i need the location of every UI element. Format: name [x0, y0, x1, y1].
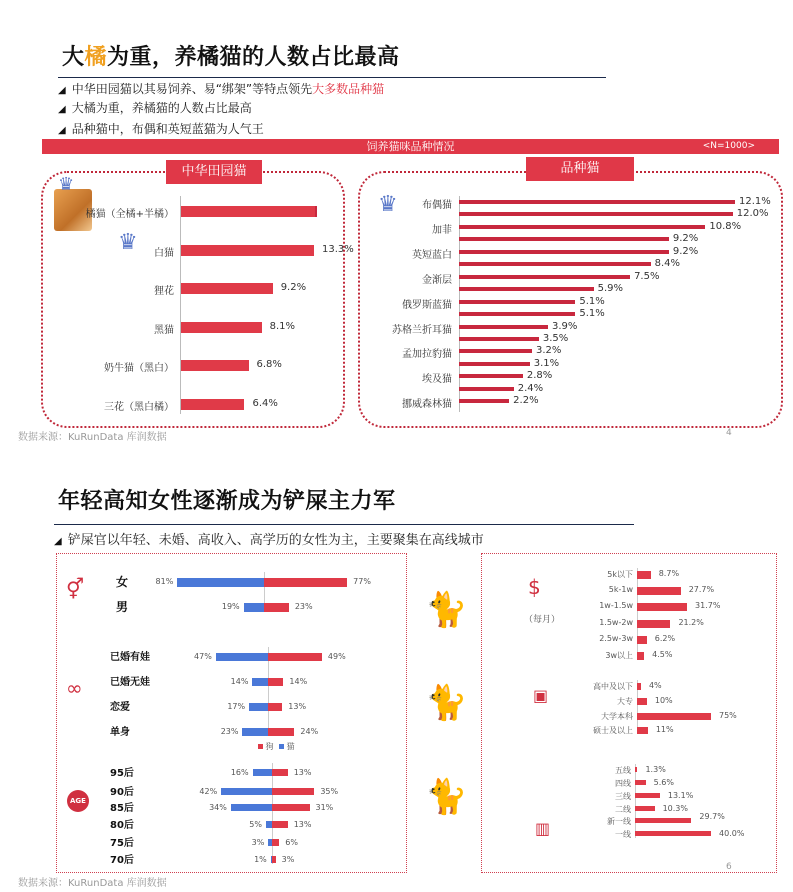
category-label: 单身 — [110, 727, 130, 738]
bar — [637, 698, 647, 705]
bar-value-label: 10% — [654, 696, 673, 705]
bullet-1: ◢ 中华田园猫以其易饲养、易“绑架”等特点领先大多数品种猫 — [58, 82, 385, 96]
cat-value-label: 14% — [289, 677, 308, 686]
bar-dog — [221, 788, 272, 795]
income-caption: （每月） — [524, 615, 561, 625]
dog-value-label: 14% — [230, 677, 249, 686]
cat-value-label: 6% — [285, 838, 298, 847]
bar-value-label: 9.2% — [672, 233, 699, 245]
bar-value-label: 31.7% — [695, 601, 721, 610]
bar-cat — [272, 856, 276, 863]
dog-value-label: 1% — [254, 855, 267, 864]
bar — [637, 636, 647, 644]
bar — [180, 283, 273, 294]
cat-value-label: 13% — [288, 702, 307, 711]
rings-icon: ∞ — [66, 676, 83, 700]
dog-value-label: 5% — [249, 820, 262, 829]
bar — [180, 322, 262, 333]
category-label: 90后 — [110, 787, 134, 798]
category-label: 二线 — [615, 805, 631, 814]
category-label: 恋爱 — [110, 702, 130, 713]
bar-category-label: 橘猫（全橘+半橘） — [85, 209, 174, 220]
bar-value-label: 12.1% — [739, 196, 771, 207]
bar-cat — [264, 578, 347, 587]
cat-silhouette-icon: 🐈 — [425, 777, 468, 817]
bar — [635, 831, 711, 836]
category-label: 70后 — [110, 855, 134, 866]
bar — [637, 587, 681, 595]
dog-value-label: 17% — [227, 702, 246, 711]
bullet-1: ◢ 铲屎官以年轻、未婚、高收入、高学历的女性为主，主要聚集在高线城市 — [54, 533, 484, 548]
category-label: 85后 — [110, 803, 134, 814]
category-label: 五线 — [615, 766, 631, 775]
bar-value-label: 27.7% — [688, 585, 715, 594]
breeds-tab: 品种猫 — [526, 157, 634, 181]
bar — [180, 206, 317, 217]
chart-banner: 饲养猫咪品种情况 <N=1000> — [42, 139, 779, 154]
bar-value-label: 4% — [648, 681, 662, 690]
bar-cat — [272, 804, 310, 811]
category-label: 80后 — [110, 820, 134, 831]
bar — [459, 237, 669, 241]
bar — [180, 245, 314, 256]
slide2-title: 年轻高知女性逐渐成为铲屎主力军 — [58, 489, 396, 514]
dog-value-label: 42% — [199, 787, 218, 796]
bar-dog — [252, 678, 268, 686]
source-note: 数据来源：KuRunData 库润数据 — [18, 878, 167, 889]
bar — [635, 818, 691, 823]
cat-value-label: 13% — [293, 820, 312, 829]
page-number: 6 — [726, 862, 732, 872]
slide1-title: 大橘为重，养橘猫的人数占比最高 — [62, 45, 400, 70]
bar-value-label: 12.0% — [736, 208, 769, 220]
bar — [635, 806, 655, 811]
cat-value-label: 3% — [281, 855, 295, 864]
bar — [635, 780, 646, 785]
bar-cat — [268, 703, 282, 711]
bar — [459, 349, 532, 353]
bar-value-label: 3.5% — [542, 332, 569, 344]
cat-value-label: 23% — [294, 602, 313, 611]
bar-category-label: 挪威森林猫 — [402, 399, 452, 411]
cat-silhouette-icon: 🐈 — [425, 683, 468, 723]
bar-dog — [249, 703, 268, 711]
category-label: 已婚有娃 — [110, 652, 150, 663]
bar-value-label: 29.7% — [699, 812, 725, 821]
bar-category-label: 金渐层 — [422, 274, 452, 286]
category-label: 1w-1.5w — [599, 601, 633, 610]
bar-cat — [272, 821, 288, 828]
bar — [637, 603, 687, 611]
bar-value-label: 8.4% — [654, 258, 680, 270]
crown-icon: ♛ — [378, 192, 398, 217]
gender-icon: ⚥ — [66, 577, 85, 601]
cat-value-label: 31% — [315, 803, 334, 812]
legend: 狗 猫 — [258, 741, 295, 752]
bar-value-label: 11% — [655, 725, 674, 734]
category-label: 5k以下 — [607, 570, 633, 579]
bar-value-label: 3.1% — [533, 357, 560, 369]
bar — [459, 212, 733, 216]
bar — [180, 360, 249, 371]
bar-value-label: 6.8% — [256, 359, 282, 370]
title-underline — [58, 77, 606, 78]
category-label: 一线 — [615, 830, 631, 839]
bar — [637, 571, 651, 579]
bar-category-label: 苏格兰折耳猫 — [392, 324, 452, 336]
bar — [459, 200, 735, 204]
bar-value-label: 40.0% — [719, 829, 745, 838]
category-label: 女 — [116, 575, 129, 589]
bar-category-label: 狸花 — [154, 286, 174, 297]
category-label: 三线 — [615, 792, 631, 801]
bar-value-label: 5.6% — [653, 778, 674, 787]
bar-value-label: 9.2% — [280, 282, 307, 293]
bar — [637, 683, 641, 690]
cat-value-label: 77% — [353, 577, 371, 586]
bar-category-label: 俄罗斯蓝猫 — [402, 299, 452, 311]
bar-cat — [272, 839, 279, 846]
category-label: 95后 — [110, 768, 134, 779]
bar-value-label: 10.3% — [662, 804, 688, 813]
bar-category-label: 黑猫 — [154, 324, 174, 336]
source-note: 数据来源：KuRunData 库润数据 — [18, 432, 167, 443]
bar — [635, 793, 660, 798]
bar-cat — [268, 728, 294, 736]
bar-cat — [264, 603, 289, 612]
bar-value-label: 5.1% — [579, 308, 605, 320]
bar-value-label: 13.3% — [322, 243, 354, 255]
cat-silhouette-icon: 🐈 — [425, 590, 468, 630]
category-label: 大学本科 — [601, 712, 633, 721]
title-underline — [54, 524, 634, 525]
bullet-2: ◢ 大橘为重，养橘猫的人数占比最高 — [58, 101, 252, 115]
bar-value-label: 13.1% — [667, 791, 694, 800]
bar-dog — [244, 603, 264, 612]
dog-value-label: 19% — [221, 602, 240, 611]
bar-dog — [231, 804, 272, 811]
cat-value-label: 13% — [293, 768, 312, 777]
category-label: 75后 — [110, 838, 134, 849]
age-icon: AGE — [67, 790, 89, 812]
page-number: 4 — [726, 428, 732, 438]
bar-value-label: 5.9% — [597, 283, 623, 295]
dog-value-label: 81% — [155, 577, 174, 586]
city-icon: ▥ — [535, 819, 551, 838]
bar-value-label: 6.2% — [654, 634, 676, 643]
bar-cat — [272, 769, 288, 776]
cat-value-label: 24% — [300, 727, 319, 736]
bar-cat — [272, 788, 314, 795]
bar — [459, 325, 548, 329]
category-label: 5k-1w — [608, 585, 633, 594]
bar — [635, 767, 637, 772]
bar — [459, 399, 509, 403]
bullet-3: ◢ 品种猫中，布偶和英短蓝猫为人气王 — [58, 122, 264, 136]
category-label: 新一线 — [607, 817, 631, 826]
axis-line — [635, 764, 636, 838]
bar — [459, 225, 705, 229]
bar-dog — [253, 769, 272, 776]
bar-category-label: 三花（黑白橘） — [104, 401, 174, 413]
bar-category-label: 孟加拉豹猫 — [402, 349, 452, 361]
dog-value-label: 34% — [209, 803, 227, 812]
money-hand-icon: $ — [528, 575, 541, 599]
dog-value-label: 23% — [220, 727, 239, 736]
bar-category-label: 白猫 — [154, 247, 174, 259]
bar-value-label: 10.8% — [709, 220, 742, 232]
bar-value-label: 1.3% — [645, 765, 666, 774]
bar — [459, 374, 523, 378]
bar — [459, 275, 630, 279]
axis-line — [272, 763, 273, 864]
cat-value-label: 35% — [320, 787, 339, 796]
category-label: 已婚无娃 — [110, 677, 150, 688]
category-label: 大专 — [617, 697, 633, 706]
category-label: 四线 — [615, 779, 631, 788]
dog-value-label: 16% — [230, 768, 249, 777]
bar — [637, 620, 670, 628]
bar-dog — [216, 653, 268, 661]
bar — [459, 312, 575, 316]
bar-value-label: 3.9% — [551, 320, 578, 332]
dog-value-label: 47% — [194, 652, 212, 661]
bar — [459, 262, 651, 266]
bar-cat — [268, 678, 283, 686]
bar-category-label: 布偶猫 — [422, 200, 452, 211]
bar — [459, 337, 539, 341]
category-label: 3w以上 — [605, 651, 633, 660]
bar-category-label: 埃及猫 — [422, 374, 452, 386]
bar-cat — [268, 653, 322, 661]
bar-value-label: 7.5% — [634, 270, 660, 282]
bar — [459, 300, 575, 304]
bar-value-label: 6.4% — [252, 397, 278, 409]
bar-value-label: 75% — [719, 711, 737, 720]
bar-value-label: 2.4% — [517, 382, 544, 394]
crown-icon: ♛ — [118, 230, 138, 255]
category-label: 硕士及以上 — [593, 726, 633, 735]
axis-line — [180, 196, 181, 414]
category-label: 1.5w-2w — [599, 618, 633, 627]
dog-value-label: 3% — [251, 838, 265, 847]
bar — [637, 727, 648, 734]
bar-value-label: 3.2% — [535, 345, 562, 357]
bar — [459, 387, 514, 391]
bar — [637, 713, 711, 720]
bar-dog — [177, 578, 264, 587]
bar — [180, 399, 244, 410]
category-label: 高中及以下 — [593, 682, 633, 691]
bar-category-label: 英短蓝白 — [412, 249, 452, 261]
bar — [459, 362, 530, 366]
bar — [459, 287, 594, 291]
cat-value-label: 49% — [327, 652, 346, 661]
domestic-tab: 中华田园猫 — [166, 160, 262, 184]
bar-value-label: 8.1% — [269, 320, 295, 332]
bar-value-label: 4.5% — [652, 650, 673, 659]
bar-category-label: 奶牛猫（黑白） — [104, 363, 174, 374]
bar — [637, 652, 644, 660]
bar — [459, 250, 669, 254]
bar-value-label: 5.1% — [579, 295, 605, 307]
bar-value-label: 21.2% — [678, 618, 704, 627]
category-label: 男 — [116, 600, 129, 614]
bar-value-label: 2.2% — [513, 395, 539, 407]
bar-category-label: 加菲 — [432, 224, 452, 236]
bar-dog — [242, 728, 268, 736]
demographics-box — [56, 553, 407, 873]
axis-line — [637, 568, 638, 659]
category-label: 2.5w-3w — [599, 634, 633, 643]
bar-value-label: 2.8% — [526, 370, 553, 382]
bar-value-label: 9.2% — [672, 245, 699, 257]
crown-icon: ♛ — [58, 174, 75, 195]
bar-value-label: 8.7% — [658, 569, 680, 578]
certificate-icon: ▣ — [533, 686, 549, 705]
